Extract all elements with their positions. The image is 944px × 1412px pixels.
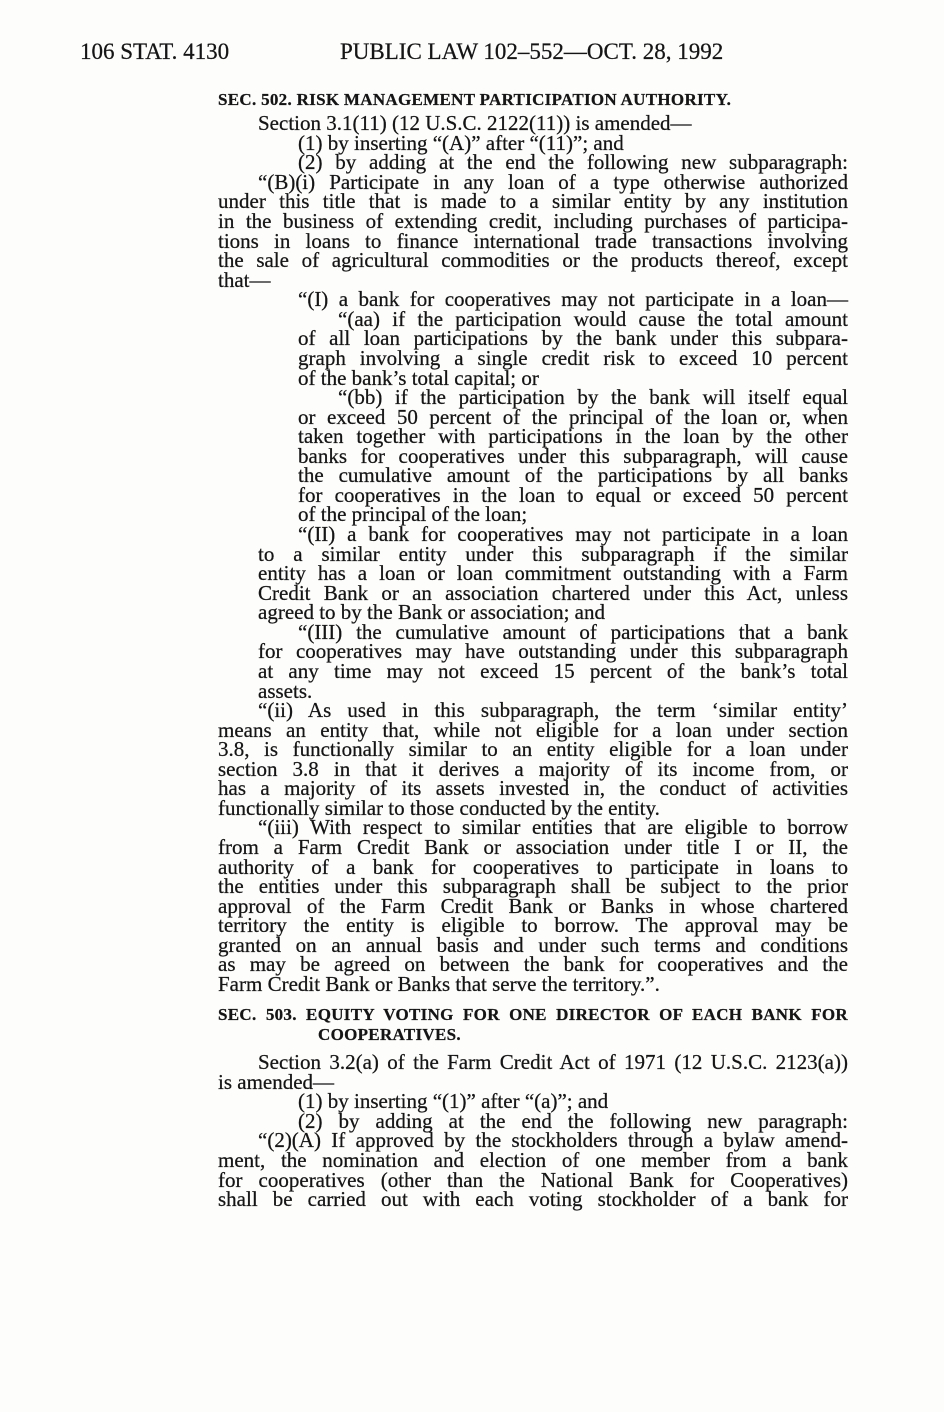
text-line: from a Farm Credit Bank or association under title I or II, the: [218, 835, 848, 859]
heading-line: SEC. 502. RISK MANAGEMENT PARTICIPATION AUTHORITY.: [218, 90, 732, 109]
text-line: “(aa) if the participation would cause the total amount: [338, 306, 848, 331]
text-line: “(B)(i) Participate in any loan of a type otherwise authorized: [258, 169, 848, 194]
text-line: “(I) a bank for cooperatives may not participate in a loan—: [298, 287, 848, 312]
text-line: is amended—: [218, 1069, 335, 1094]
text-line: granted on an annual basis and under such terms and conditions: [218, 932, 848, 957]
text-line: of all loan participations by the bank under this subpara-: [298, 326, 848, 351]
text-line: Farm Credit Bank or Banks that serve the territory.”.: [218, 971, 660, 996]
text-line: for cooperatives in the loan to equal or exceed 50 percent: [298, 482, 848, 507]
paragraph-2-A: [218, 1128, 848, 1212]
text-line: “(II) a bank for cooperatives may not participate in a loan: [298, 522, 848, 546]
text-line: for cooperatives (other than the National Bank for Cooperatives): [218, 1167, 848, 1192]
section-503-heading: [218, 1005, 848, 1044]
text-line: to a similar entity under this subparagraph if the similar: [258, 541, 848, 566]
text-line: taken together with participations in the loan by the other: [298, 424, 848, 449]
text-line: section 3.8 in that it derives a majority of its income from, or: [218, 756, 848, 781]
amendment-instruction: [218, 1050, 848, 1094]
text-line: of the principal of the loan;: [298, 502, 528, 527]
text-line: the sale of agricultural commodities or the products thereof, except: [218, 248, 848, 273]
text-line: (1) by inserting “(A)” after “(11)”; and: [298, 130, 624, 155]
text-line: shall be carried out with each voting stockholder of a bank for: [218, 1187, 848, 1212]
text-line: “(iii) With respect to similar entities that are eligible to borrow: [258, 815, 848, 840]
text-line: territory the entity is eligible to borrow. The approval may be: [218, 913, 848, 938]
text-line: “(2)(A) If approved by the stockholders through a bylaw amend-: [258, 1128, 848, 1153]
text-line: Section 3.2(a) of the Farm Credit Act of 1971 (12 U.S.C. 2123(a)): [258, 1050, 848, 1075]
text-line: for cooperatives may have outstanding under this subparagraph: [258, 639, 848, 664]
text-line: ment, the nomination and election of one member from a bank: [218, 1148, 848, 1172]
text-line: banks for cooperatives under this subparagraph, will cause: [298, 443, 848, 468]
text-line: functionally similar to those conducted by the entity.: [218, 795, 660, 820]
heading-line: SEC. 503. EQUITY VOTING FOR ONE DIRECTOR OF EACH BANK FOR: [218, 1005, 848, 1024]
text-line: “(ii) As used in this subparagraph, the term ‘similar entity’: [258, 698, 848, 723]
text-line: of the bank’s total capital; or: [298, 365, 539, 390]
text-line: the entities under this subparagraph shall be subject to the prior: [218, 874, 848, 899]
text-line: entity has a loan or loan commitment outstanding with a Farm: [258, 561, 848, 586]
text-line: under this title that is made to a similar entity by any institution: [218, 189, 848, 214]
section-503-body: [218, 1050, 848, 1212]
text-line: that—: [218, 267, 271, 292]
text-line: approval of the Farm Credit Bank or Banks in whose chartered: [218, 893, 848, 918]
running-title: PUBLIC LAW 102–552—OCT. 28, 1992: [340, 39, 724, 64]
section-502-body: [218, 111, 848, 996]
text-line: tions in loans to finance international trade transactions involving: [218, 228, 848, 253]
text-line: assets.: [258, 678, 313, 703]
text-line: (1) by inserting “(1)” after “(a)”; and: [298, 1089, 609, 1114]
item-aa: [218, 306, 848, 390]
text-line: in the business of extending credit, including purchases of participa-: [218, 209, 848, 233]
text-line: graph involving a single credit risk to exceed 10 percent: [298, 345, 848, 370]
section-502-heading: [218, 90, 848, 110]
running-head: [0, 38, 944, 66]
text-line: Section 3.1(11) (12 U.S.C. 2122(11)) is amended—: [258, 111, 692, 136]
text-line: (2) by adding at the end the following new paragraph:: [298, 1108, 848, 1133]
text-line: “(III) the cumulative amount of participations that a bank: [298, 619, 848, 644]
text-line: at any time may not exceed 15 percent of the bank’s total: [258, 658, 848, 683]
text-line: authority of a bank for cooperatives to participate in loans to: [218, 854, 848, 879]
subparagraph-b-clause-iii: [218, 815, 848, 996]
subparagraph-b-clause-ii: [218, 698, 848, 820]
text-line: the cumulative amount of the participations by all banks: [298, 463, 848, 488]
text-line: (2) by adding at the end the following new subparagraph:: [298, 150, 848, 175]
subclause-II: [218, 522, 848, 625]
text-line: means an entity that, while not eligible for a loan under section: [218, 717, 848, 742]
item-bb: [218, 385, 848, 527]
text-line: agreed to by the Bank or association; and: [258, 600, 605, 625]
subclause-III: [218, 619, 848, 703]
text-line: as may be agreed on between the bank for cooperatives and the: [218, 952, 848, 977]
stat-page-reference: 106 STAT. 4130: [80, 39, 230, 64]
text-line: 3.8, is functionally similar to an entity eligible for a loan under: [218, 737, 848, 762]
text-line: has a majority of its assets invested in, the conduct of activities: [218, 776, 848, 801]
subparagraph-b-clause-i: [218, 169, 848, 292]
text-line: or exceed 50 percent of the principal of the loan or, when: [298, 404, 848, 429]
heading-line: COOPERATIVES.: [318, 1024, 461, 1044]
text-line: “(bb) if the participation by the bank will itself equal: [338, 385, 848, 410]
text-line: Credit Bank or an association chartered under this Act, unless: [258, 580, 848, 605]
